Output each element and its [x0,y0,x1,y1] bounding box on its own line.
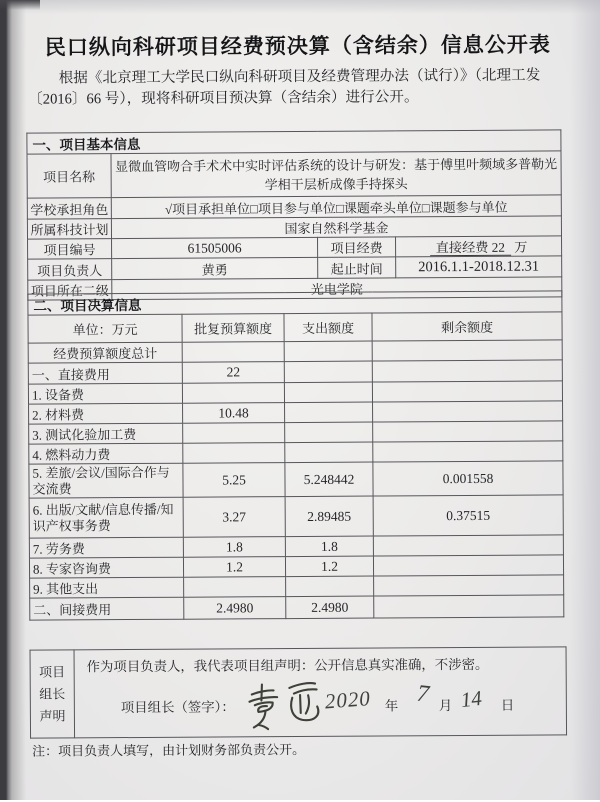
project-number-label: 项目编号 [28,239,112,260]
signature-row [87,678,556,737]
scan-left-edge [0,0,26,800]
leader-label: 项目负责人 [28,259,112,281]
col-header-budget: 批复预算额度 [182,314,284,343]
budget-table [27,290,564,620]
basic-info-table [26,129,562,300]
day-suffix: 日 [500,697,515,713]
signature-handwriting [241,674,337,734]
footnote: 注：项目负责人填写，由计划财务部负责公开。 [32,741,306,759]
declaration-label: 项目 组长 声明 [30,650,75,738]
row-label: 9. 其他支出 [30,577,184,598]
row-label: 4. 燃料动力费 [29,443,183,464]
section2-header: 二、项目决算信息 [28,291,562,315]
declaration-content [74,647,567,738]
row-label: 二、间接费用 [30,597,184,620]
row-label: 3. 测试化验加工费 [29,423,183,444]
declaration-statement: 作为项目负责人，我代表项目组声明：公开信息真实准确，不涉密。 [86,656,489,675]
project-number-value: 61505006 [112,237,318,258]
role-checkbox-line: √项目承担单位□项目参与单位□课题牵头单位□课题参与单位 [111,195,561,219]
table-row: 一、直接费用 22 [28,360,562,384]
project-name-value: 显微血管吻合手术术中实时评估系统的设计与研发：基于傅里叶频域多普勒光学相干层析成像手持探头 [111,151,561,198]
fund-label: 项目经费 [318,237,396,257]
row-label: 经费预算额度总计 [28,342,182,363]
table-row: 2. 材料费 10.48 [29,401,563,424]
college-value: 光电学院 [112,277,562,300]
scan-topleft-edge [0,0,40,10]
college-label: 项目所在二级 [28,280,112,301]
row-label: 5. 差旅/会议/国际合作与交流费 [29,463,183,498]
col-header-unit: 单位：万元 [28,314,182,343]
row-label: 7. 劳务费 [29,537,183,558]
month-suffix: 月 [438,698,453,714]
handwritten-day: 14 [459,685,484,713]
table-row: 二、间接费用 2.4980 2.4980 [30,595,564,620]
page-title: 民口纵向科研项目经费预决算（含结余）信息公开表 [44,33,551,60]
role-label: 学校承担角色 [27,198,111,220]
row-label: 一、直接费用 [28,362,182,384]
page-right-shadow [570,0,600,800]
table-row: 7. 劳务费 1.8 1.8 [29,535,563,558]
col-header-spent: 支出额度 [284,313,372,342]
period-value: 2016.1.1-2018.12.31 [396,256,562,278]
intro-paragraph: 根据《北京理工大学民口纵向科研项目及经费管理办法（试行）》（北理工发〔2016〕66 号），现将科研项目预决算（含结余）进行公开。 [28,67,541,108]
fund-unit: 万 [514,239,528,255]
row-label: 8. 专家咨询费 [29,557,183,578]
table-row: 5. 差旅/会议/国际合作与交流费 5.25 5.248442 0.001558 [29,461,563,498]
row-label: 2. 材料费 [29,403,183,424]
project-name-label: 项目名称 [27,154,111,199]
plan-value: 国家自然科学基金 [111,216,561,239]
period-label: 起止时间 [318,257,396,278]
declaration-box [30,646,568,738]
table-row: 6. 出版/文献/信息传播/知识产权事务费 3.27 2.89485 0.37515 [29,495,563,538]
fund-underlined-text: 直接经费 22 [430,240,511,256]
fund-value [396,236,562,257]
row-label: 6. 出版/文献/信息传播/知识产权事务费 [29,497,183,538]
plan-label: 所属科技计划 [27,219,111,240]
leader-value: 黄勇 [112,257,318,279]
handwritten-month: 7 [415,680,431,708]
table-row: 8. 专家咨询费 1.2 1.2 [29,555,563,578]
col-header-remain: 剩余额度 [372,312,562,341]
signature-label: 项目组长（签字）： [120,699,235,716]
row-label: 1. 设备费 [28,383,182,404]
section1-header: 一、项目基本信息 [27,130,561,154]
year-suffix: 年 [384,698,399,714]
handwritten-year: 2020 [323,686,372,714]
